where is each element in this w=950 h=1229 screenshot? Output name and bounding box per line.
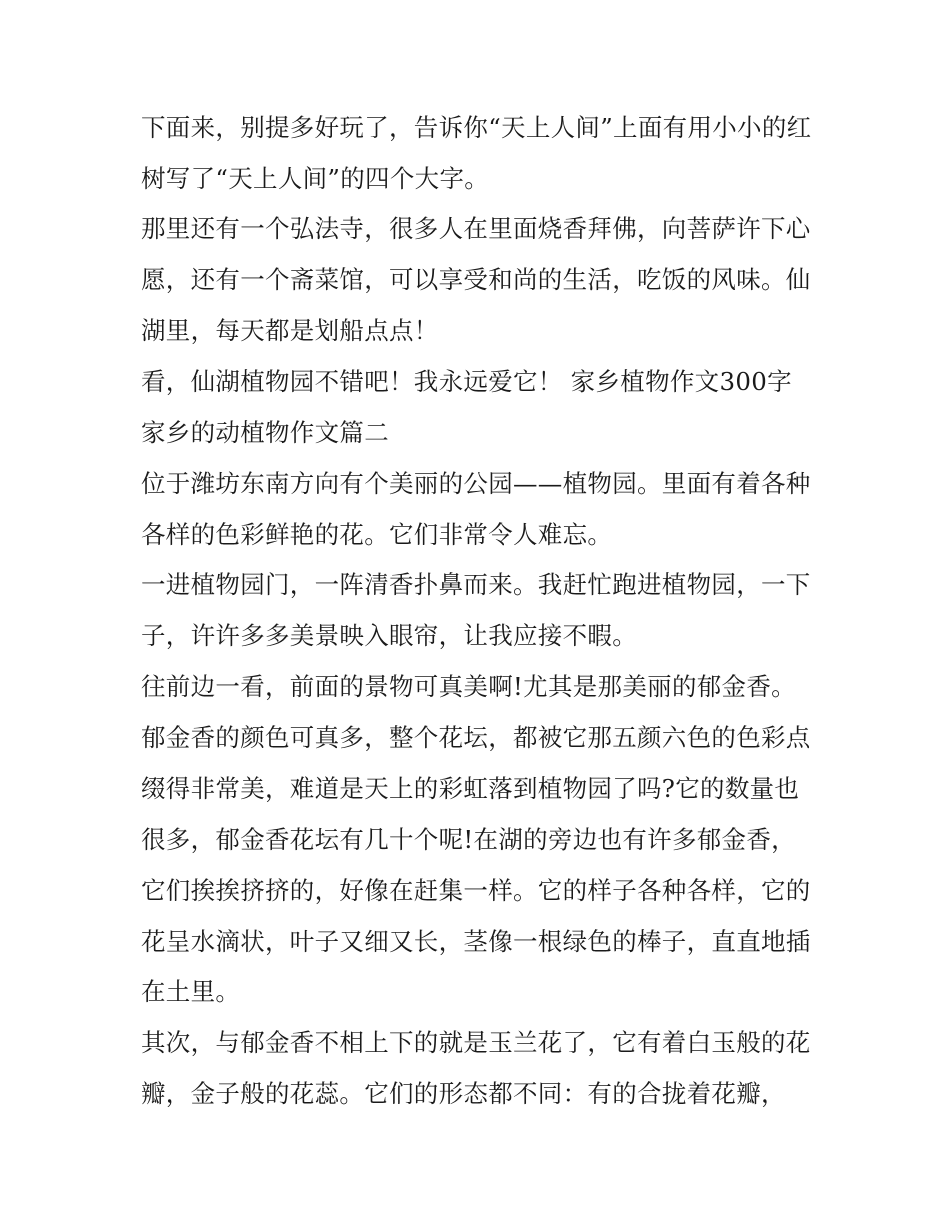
text-line: 在土里。 [141, 977, 241, 1006]
text-line: 看，仙湖植物园不错吧！我永远爱它！ 家乡植物作文300字 [141, 367, 792, 396]
text-line: 那里还有一个弘法寺，很多人在里面烧香拜佛，向菩萨许下心 [141, 214, 811, 243]
text-line: 子，许许多多美景映入眼帘，让我应接不暇。 [141, 621, 637, 650]
text-line: 位于潍坊东南方向有个美丽的公园——植物园。里面有着各种 [141, 469, 811, 498]
text-line: 下面来，别提多好玩了，告诉你“天上人间”上面有用小小的红 [141, 113, 812, 142]
section-heading: 家乡的动植物作文篇二 [141, 418, 389, 447]
text-line: 郁金香的颜色可真多，整个花坛，都被它那五颜六色的色彩点 [141, 723, 811, 752]
text-line: 湖里，每天都是划船点点！ [141, 316, 439, 345]
text-line: 愿，还有一个斋菜馆，可以享受和尚的生活，吃饭的风味。仙 [141, 265, 811, 294]
text-line: 往前边一看，前面的景物可真美啊!尤其是那美丽的郁金香。 [141, 672, 796, 701]
text-line: 树写了“天上人间”的四个大字。 [141, 164, 490, 193]
text-line: 缀得非常美，难道是天上的彩虹落到植物园了吗?它的数量也 [141, 774, 800, 803]
text-line: 它们挨挨挤挤的，好像在赶集一样。它的样子各种各样，它的 [141, 876, 811, 905]
text-line: 瓣，金子般的花蕊。它们的形态都不同：有的合拢着花瓣， [141, 1079, 786, 1108]
text-line: 花呈水滴状，叶子又细又长，茎像一根绿色的棒子，直直地插 [141, 927, 811, 956]
text-line: 各样的色彩鲜艳的花。它们非常令人难忘。 [141, 520, 613, 549]
text-line: 一进植物园门，一阵清香扑鼻而来。我赶忙跑进植物园，一下 [141, 570, 811, 599]
text-line: 其次，与郁金香不相上下的就是玉兰花了，它有着白玉般的花 [141, 1028, 811, 1057]
text-line: 很多，郁金香花坛有几十个呢!在湖的旁边也有许多郁金香， [141, 825, 796, 854]
